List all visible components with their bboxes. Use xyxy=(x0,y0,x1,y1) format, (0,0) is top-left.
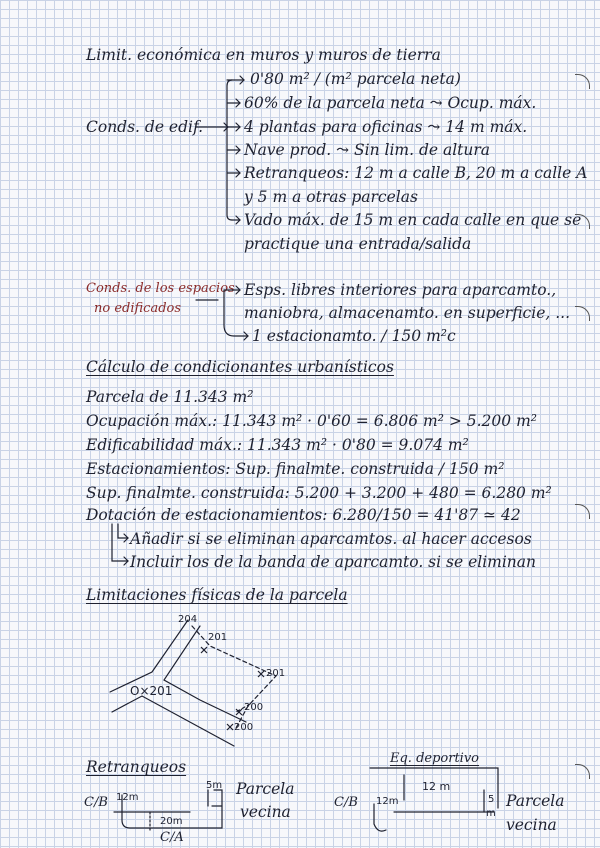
calc-line: Dotación de estacionamientos: 6.280/150 = 41'87 ≃ 42 xyxy=(86,506,521,524)
setback-dim: 12 m xyxy=(422,780,451,793)
plot-label: 200 xyxy=(244,702,264,713)
setback-dim: 5 xyxy=(488,794,495,805)
street-b-label: C/B xyxy=(334,795,358,810)
conds-edif-item: practique una entrada/salida xyxy=(244,235,472,253)
neighbor-parcel-label: Parcela xyxy=(236,780,295,798)
conds-edif-item: Vado máx. de 15 m en cada calle en que se xyxy=(244,211,582,229)
setback-dim: 5m xyxy=(206,780,223,791)
calc-line: Parcela de 11.343 m² xyxy=(86,388,254,406)
plot-label: 200 xyxy=(234,722,254,733)
conds-edif-item: 0'80 m² / (m² parcela neta) xyxy=(250,70,461,88)
street-a-label: C/A xyxy=(160,830,184,845)
conds-edif-item: Nave prod. ⤳ Sin lim. de altura xyxy=(244,141,491,159)
heading-limitaciones: Limitaciones físicas de la parcela xyxy=(86,586,348,604)
setback-dim: m xyxy=(486,808,496,819)
heading-limit-economica: Limit. económica en muros y muros de tierra xyxy=(86,46,441,64)
plot-label-origin: O×201 xyxy=(130,684,173,698)
calc-line: Incluir los de la banda de aparcamto. si se eliminan xyxy=(130,553,537,571)
conds-espacios-item: maniobra, almacenamto. en superficie, ... xyxy=(244,304,570,322)
conds-edif-item: Retranqueos: 12 m a calle B, 20 m a calle A xyxy=(244,164,588,182)
conds-edif-label: Conds. de edif. xyxy=(86,118,204,136)
setback-dim: 12m xyxy=(376,796,399,807)
calc-line: Ocupación máx.: 11.343 m² · 0'60 = 6.806 m² > 5.200 m² xyxy=(86,412,537,430)
calc-line: Estacionamientos: Sup. finalmte. construida / 150 m² xyxy=(86,460,505,478)
heading-retranqueos: Retranqueos xyxy=(86,758,187,776)
calc-line: Sup. finalmte. construida: 5.200 + 3.200 + 480 = 6.280 m² xyxy=(86,484,552,502)
conds-espacios-item: 1 estacionamto. / 150 m²c xyxy=(252,327,456,345)
calc-line: Edificabilidad máx.: 11.343 m² · 0'80 = 9.074 m² xyxy=(86,436,469,454)
plot-label: 201 xyxy=(266,668,286,679)
conds-edif-item: 4 plantas para oficinas ⤳ 14 m máx. xyxy=(244,118,528,136)
conds-espacios-item: Esps. libres interiores para aparcamto., xyxy=(244,281,557,299)
plot-label: 201 xyxy=(208,632,228,643)
neighbor-parcel-label: vecina xyxy=(240,803,291,821)
calc-line: Añadir si se eliminan aparcamtos. al hacer accesos xyxy=(130,530,532,548)
neighbor-parcel-label: Parcela xyxy=(506,792,565,810)
eq-deportivo-label: Eq. deportivo xyxy=(390,751,480,766)
conds-edif-item: y 5 m a otras parcelas xyxy=(244,188,418,206)
street-b-label: C/B xyxy=(84,795,108,810)
conds-edif-item: 60% de la parcela neta ⤳ Ocup. máx. xyxy=(244,94,537,112)
setback-dim: 12m xyxy=(116,792,139,803)
conds-espacios-label: no edificados xyxy=(94,301,182,316)
conds-espacios-label: Conds. de los espacios xyxy=(86,281,235,296)
heading-calculo: Cálculo de condicionantes urbanísticos xyxy=(86,358,394,376)
plot-label: 204 xyxy=(178,614,198,625)
setback-dim: 20m xyxy=(160,816,183,827)
neighbor-parcel-label: vecina xyxy=(506,816,557,834)
